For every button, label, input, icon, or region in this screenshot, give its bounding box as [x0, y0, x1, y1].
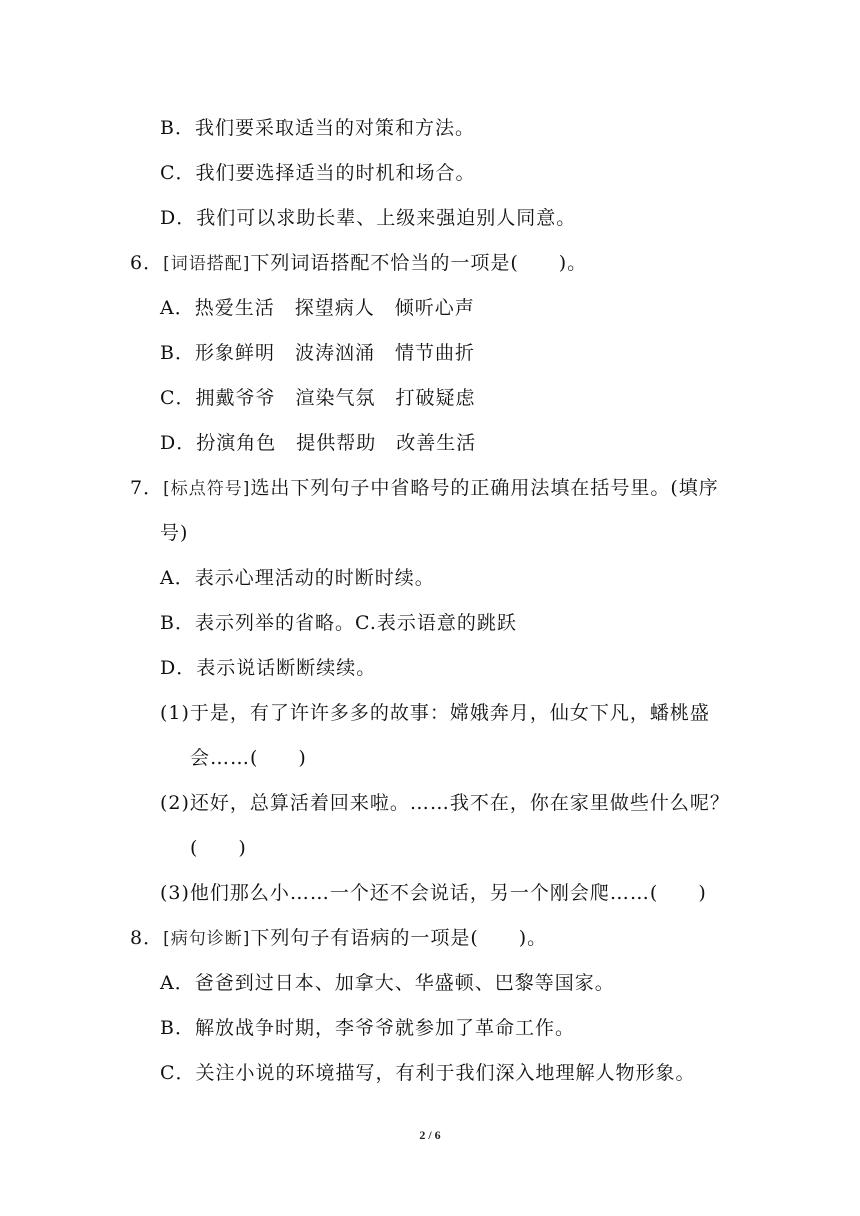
q8-number: 8． [130, 927, 164, 949]
q7-item-1-cont: 会……( ) [190, 747, 307, 769]
q6-option-b: B．形象鲜明 波涛汹涌 情节曲折 [160, 342, 475, 364]
page-number: 2 / 6 [419, 1128, 441, 1142]
q7-item-2-cont: ( ) [190, 837, 247, 859]
q8-option-c: C．关注小说的环境描写，有利于我们深入地理解人物形象。 [160, 1062, 696, 1084]
q7-stem: 选出下列句子中省略号的正确用法填在括号里。(填序 [250, 477, 719, 499]
q7-tag: [标点符号] [163, 479, 251, 499]
q7-option-d: D．表示说话断断续续。 [160, 657, 377, 679]
q5-option-b: B．我们要采取适当的对策和方法。 [160, 117, 475, 139]
q7-item-3: (3)他们那么小……一个还不会说话，另一个刚会爬……( ) [160, 882, 707, 904]
q6-tag: [词语搭配] [163, 254, 251, 274]
q8-question [130, 925, 547, 952]
q7-option-a: A．表示心理活动的时断时续。 [160, 567, 435, 589]
q6-option-c: C．拥戴爷爷 渲染气氛 打破疑虑 [160, 387, 476, 409]
q5-option-c: C．我们要选择适当的时机和场合。 [160, 162, 476, 184]
q7-item-1: (1)于是，有了许许多多的故事：嫦娥奔月，仙女下凡，蟠桃盛 [160, 702, 710, 724]
q7-number: 7． [130, 477, 164, 499]
q7-question [130, 475, 719, 502]
q6-option-a: A．热爱生活 探望病人 倾听心声 [160, 297, 475, 319]
q6-option-d: D．扮演角色 提供帮助 改善生活 [160, 432, 477, 454]
q8-option-b: B．解放战争时期，李爷爷就参加了革命工作。 [160, 1017, 575, 1039]
q6-question [130, 250, 587, 277]
q5-option-d: D．我们可以求助长辈、上级来强迫别人同意。 [160, 207, 577, 229]
q8-tag: [病句诊断] [163, 929, 251, 949]
q7-stem-continued: 号) [160, 522, 189, 544]
q7-option-b: B．表示列举的省略。C.表示语意的跳跃 [160, 612, 517, 634]
q6-stem: 下列词语搭配不恰当的一项是( )。 [250, 252, 588, 274]
q7-item-2: (2)还好，总算活着回来啦。……我不在，你在家里做些什么呢？ [160, 792, 730, 814]
q8-option-a: A．爸爸到过日本、加拿大、华盛顿、巴黎等国家。 [160, 972, 615, 994]
q6-number: 6． [130, 252, 164, 274]
q8-stem: 下列句子有语病的一项是( )。 [250, 927, 548, 949]
